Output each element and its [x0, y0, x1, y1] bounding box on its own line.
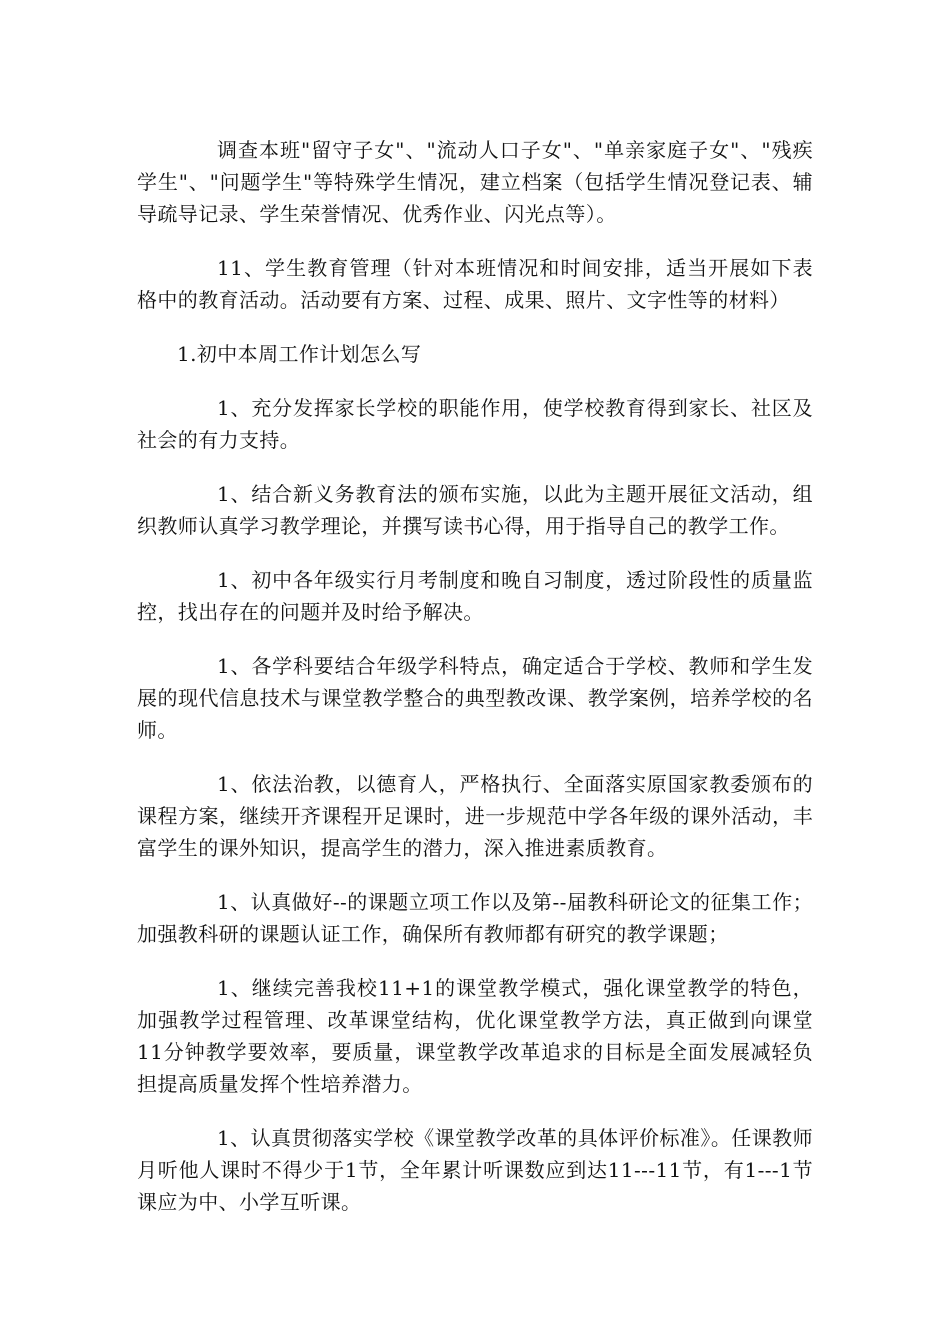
paragraph-special-students: 调查本班"留守子女"、"流动人口子女"、"单亲家庭子女"、"残疾学生"、"问题学生"等特殊学生情况，建立档案（包括学生情况登记表、辅导疏导记录、学生荣誉情况、优秀作业、闪光点等）。 [137, 138, 813, 226]
paragraph-evaluation-standard: 1、认真贯彻落实学校《课堂教学改革的具体评价标准》。任课教师月听他人课时不得少于1节，全年累计听课数应到达11---11节，有1---1节课应为中、小学互听课。 [137, 1126, 813, 1214]
paragraph-classroom-model: 1、继续完善我校11+1的课堂教学模式，强化课堂教学的特色，加强教学过程管理、改革课堂结构，优化课堂教学方法，真正做到向课堂11分钟教学要效率，要质量，课堂教学改革追求的目标是全面发展减轻负担提高质量发挥个性培养潜力。 [137, 976, 813, 1096]
paragraph-subject-integration: 1、各学科要结合年级学科特点，确定适合于学校、教师和学生发展的现代信息技术与课堂教学整合的典型教改课、教学案例，培养学校的名师。 [137, 654, 813, 742]
paragraph-law-based-teaching: 1、依法治教，以德育人，严格执行、全面落实原国家教委颁布的课程方案，继续开齐课程开足课时，进一步规范中学各年级的课外活动，丰富学生的课外知识，提高学生的潜力，深入推进素质教育。 [137, 772, 813, 860]
document-body [137, 134, 813, 1240]
paragraph-research-projects: 1、认真做好--的课题立项工作以及第--届教科研论文的征集工作；加强教科研的课题认证工作，确保所有教师都有研究的教学课题； [137, 890, 813, 946]
paragraph-parent-school: 1、充分发挥家长学校的职能作用，使学校教育得到家长、社区及社会的有力支持。 [137, 396, 813, 452]
section-heading: 1.初中本周工作计划怎么写 [177, 342, 422, 366]
paragraph-student-education-management: 11、学生教育管理（针对本班情况和时间安排，适当开展如下表格中的教育活动。活动要有方案、过程、成果、照片、文字性等的材料） [137, 256, 813, 312]
paragraph-monthly-exams: 1、初中各年级实行月考制度和晚自习制度，透过阶段性的质量监控，找出存在的问题并及时给予解决。 [137, 568, 813, 624]
paragraph-essay-activity: 1、结合新义务教育法的颁布实施，以此为主题开展征文活动，组织教师认真学习教学理论，并撰写读书心得，用于指导自己的教学工作。 [137, 482, 813, 538]
